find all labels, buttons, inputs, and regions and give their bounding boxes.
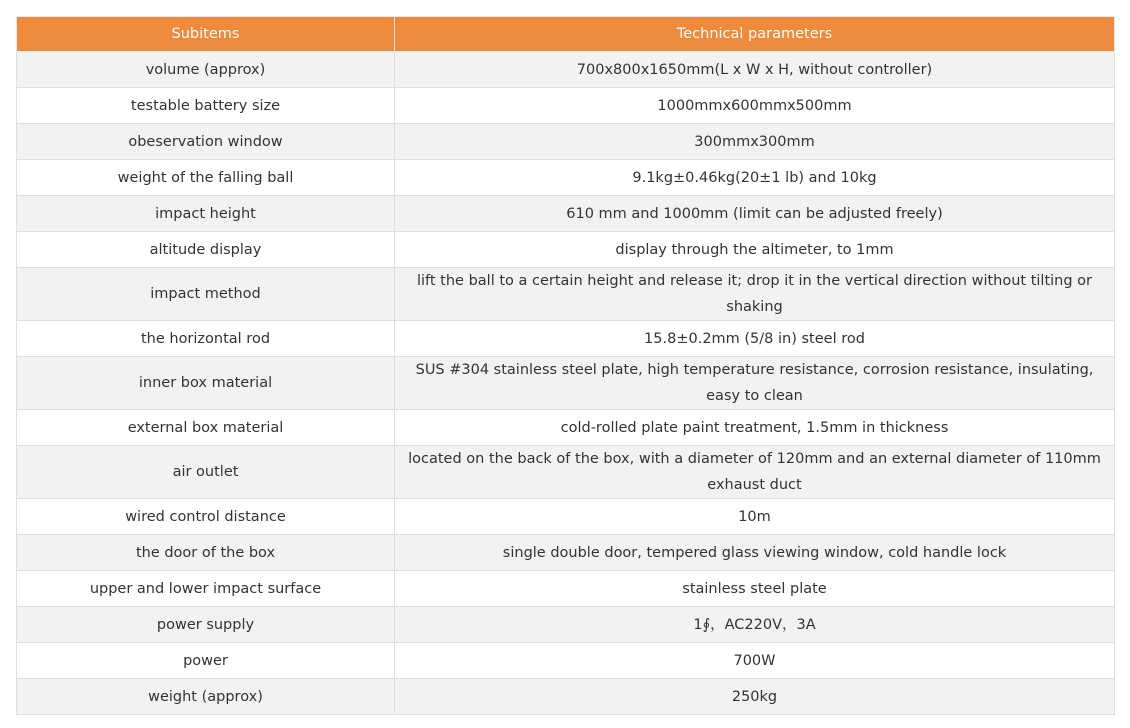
subitem-cell: wired control distance: [17, 499, 395, 535]
subitem-cell: altitude display: [17, 232, 395, 268]
table-row: [17, 160, 1115, 196]
table-row: [17, 446, 1115, 499]
subitem-cell: the door of the box: [17, 535, 395, 571]
parameter-cell: 1000mmx600mmx500mm: [395, 88, 1115, 124]
table-row: [17, 571, 1115, 607]
parameter-cell: 1∮，AC220V，3A: [395, 607, 1115, 643]
parameter-cell: located on the back of the box, with a diameter of 120mm and an external diameter of 110mm exhaust duct: [395, 446, 1115, 499]
table-row: [17, 232, 1115, 268]
table-row: [17, 607, 1115, 643]
table-row: [17, 321, 1115, 357]
table-row: [17, 196, 1115, 232]
technical-parameters-table: [16, 16, 1115, 715]
subitem-cell: the horizontal rod: [17, 321, 395, 357]
subitem-cell: inner box material: [17, 357, 395, 410]
subitem-cell: weight (approx): [17, 679, 395, 715]
subitem-cell: impact height: [17, 196, 395, 232]
table-row: [17, 124, 1115, 160]
parameter-cell: stainless steel plate: [395, 571, 1115, 607]
parameter-cell: 700x800x1650mm(L x W x H, without controller): [395, 52, 1115, 88]
table-row: [17, 643, 1115, 679]
header-technical-parameters: Technical parameters: [395, 17, 1115, 52]
subitem-cell: impact method: [17, 268, 395, 321]
table-row: [17, 52, 1115, 88]
subitem-cell: upper and lower impact surface: [17, 571, 395, 607]
subitem-cell: testable battery size: [17, 88, 395, 124]
parameter-cell: 15.8±0.2mm (5/8 in) steel rod: [395, 321, 1115, 357]
parameter-cell: 610 mm and 1000mm (limit can be adjusted freely): [395, 196, 1115, 232]
table-row: [17, 679, 1115, 715]
parameter-cell: cold-rolled plate paint treatment, 1.5mm in thickness: [395, 410, 1115, 446]
parameter-cell: 250kg: [395, 679, 1115, 715]
parameter-cell: single double door, tempered glass viewing window, cold handle lock: [395, 535, 1115, 571]
parameter-cell: lift the ball to a certain height and release it; drop it in the vertical direction without tilting or shaking: [395, 268, 1115, 321]
table-row: [17, 268, 1115, 321]
parameter-cell: 10m: [395, 499, 1115, 535]
subitem-cell: power supply: [17, 607, 395, 643]
spec-table-container: [16, 16, 1114, 715]
parameter-cell: display through the altimeter, to 1mm: [395, 232, 1115, 268]
subitem-cell: weight of the falling ball: [17, 160, 395, 196]
subitem-cell: obeservation window: [17, 124, 395, 160]
subitem-cell: external box material: [17, 410, 395, 446]
header-subitems: Subitems: [17, 17, 395, 52]
table-header-row: [17, 17, 1115, 52]
subitem-cell: volume (approx): [17, 52, 395, 88]
parameter-cell: 300mmx300mm: [395, 124, 1115, 160]
table-row: [17, 535, 1115, 571]
parameter-cell: SUS #304 stainless steel plate, high temperature resistance, corrosion resistance, insulating, easy to clean: [395, 357, 1115, 410]
table-row: [17, 357, 1115, 410]
parameter-cell: 700W: [395, 643, 1115, 679]
parameter-cell: 9.1kg±0.46kg(20±1 lb) and 10kg: [395, 160, 1115, 196]
subitem-cell: air outlet: [17, 446, 395, 499]
table-row: [17, 410, 1115, 446]
subitem-cell: power: [17, 643, 395, 679]
table-row: [17, 88, 1115, 124]
table-row: [17, 499, 1115, 535]
